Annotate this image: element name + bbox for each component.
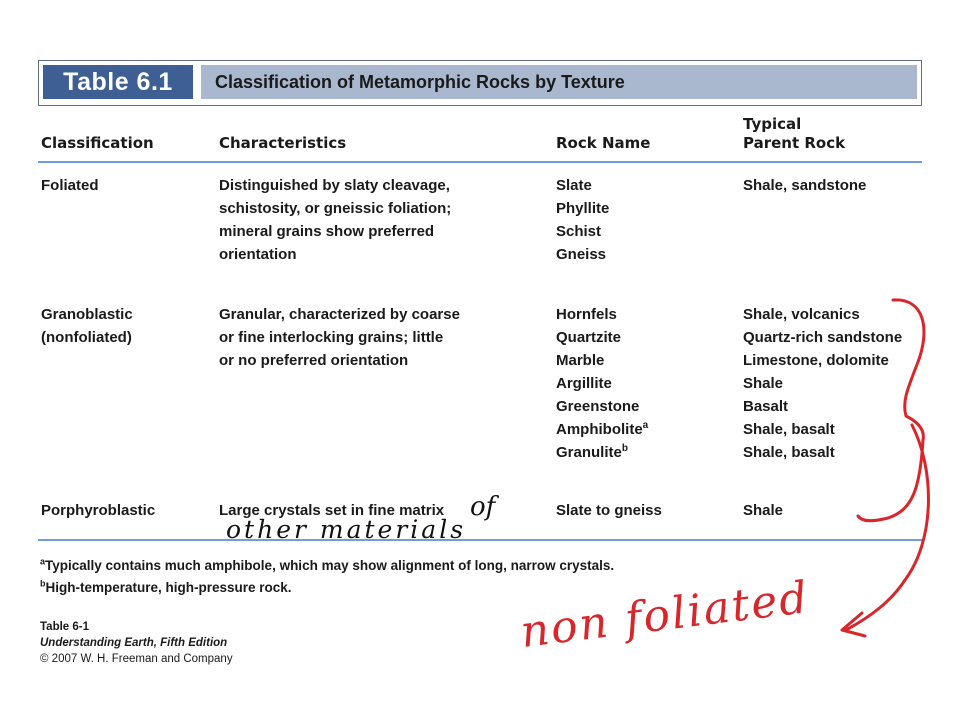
note-of: of <box>470 492 496 522</box>
rock-name-cell-text: Phyllite <box>556 200 610 217</box>
footnote-b <box>40 579 292 597</box>
parent-rock-cell-text: Quartz-rich sandstone <box>743 329 903 346</box>
credit-book: Understanding Earth, Fifth Edition <box>40 637 228 649</box>
parent-rock-cell <box>743 418 835 441</box>
footnote-a <box>40 557 614 575</box>
rock-name-cell-text: Greenstone <box>556 398 640 415</box>
parent-rock-cell-text: Limestone, dolomite <box>743 352 889 369</box>
rock-name-cell <box>556 220 601 243</box>
characteristics-line-text: Granular, characterized by coarse <box>219 306 460 323</box>
characteristics-line-text: schistosity, or gneissic foliation; <box>219 200 452 217</box>
classification-cell <box>41 303 133 326</box>
characteristics-line-text: or no preferred orientation <box>219 352 409 369</box>
characteristics-line-text: Large crystals set in fine matrix <box>219 502 445 519</box>
rock-name-cell <box>556 243 606 266</box>
characteristics-line-text: or fine interlocking grains; little <box>219 329 444 346</box>
header-classification: Classification <box>41 134 154 152</box>
characteristics-line-text: orientation <box>219 246 297 263</box>
parent-rock-cell <box>743 372 783 395</box>
footnote-a-mark: a <box>40 556 46 567</box>
classification-cell-text: Foliated <box>41 177 99 194</box>
rock-name-cell-text: Marble <box>556 352 605 369</box>
credit-copyright: © 2007 W. H. Freeman and Company <box>40 653 233 665</box>
note-other-materials: other materials <box>226 515 467 544</box>
rock-name-cell-text: Slate <box>556 177 592 194</box>
parent-rock-cell <box>743 441 835 464</box>
parent-rock-cell <box>743 349 889 372</box>
header-parent-line2: Parent Rock <box>743 134 846 152</box>
table-title: Classification of Metamorphic Rocks by Texture <box>201 65 917 99</box>
rock-name-cell <box>556 395 639 418</box>
rock-name-cell-text: Quartzite <box>556 329 622 346</box>
rock-name-cell-text: Argillite <box>556 375 612 392</box>
footnote-marker: b <box>621 443 628 454</box>
table-title-band <box>38 60 922 106</box>
characteristics-line <box>219 326 443 349</box>
footer-rule <box>38 539 922 541</box>
parent-rock-cell-text: Basalt <box>743 398 789 415</box>
parent-rock-cell <box>743 499 783 522</box>
rock-name-cell-text: Granulite <box>556 444 622 461</box>
rock-name-cell-text: Hornfels <box>556 306 617 323</box>
rock-name-cell <box>556 441 628 464</box>
rock-name-cell-text: Schist <box>556 223 602 240</box>
characteristics-line <box>219 243 297 266</box>
rock-name-cell <box>556 418 648 441</box>
rock-name-cell <box>556 197 609 220</box>
header-rule <box>38 161 922 163</box>
arrowhead-mark <box>842 613 865 636</box>
rock-name-cell <box>556 349 604 372</box>
rock-name-cell <box>556 174 592 197</box>
table-number: Table 6.1 <box>43 65 193 99</box>
characteristics-line <box>219 349 408 372</box>
footnote-marker: a <box>642 420 649 431</box>
header-rock-name: Rock Name <box>556 134 651 152</box>
parent-rock-cell <box>743 174 866 197</box>
note-nonfoliated: non foliated <box>517 572 813 658</box>
rock-name-cell <box>556 303 617 326</box>
parent-rock-cell-text: Shale, basalt <box>743 421 835 438</box>
header-characteristics: Characteristics <box>219 134 347 152</box>
header-parent-line1: Typical <box>743 115 802 133</box>
classification-cell-text: (nonfoliated) <box>41 329 132 346</box>
footnote-a-text: Typically contains much amphibole, which may show alignment of long, narrow crystals. <box>45 558 615 573</box>
characteristics-line <box>219 174 450 197</box>
parent-rock-cell-text: Shale, basalt <box>743 444 835 461</box>
footnote-b-mark: b <box>40 578 46 589</box>
classification-cell <box>41 499 155 522</box>
classification-cell-text: Granoblastic <box>41 306 133 323</box>
characteristics-line <box>219 197 451 220</box>
parent-rock-cell-text: Shale, volcanics <box>743 306 860 323</box>
rock-name-cell <box>556 372 612 395</box>
rock-name-cell-text: Amphibolite <box>556 421 643 438</box>
rock-name-cell-text: Slate to gneiss <box>556 502 662 519</box>
classification-cell <box>41 174 99 197</box>
rock-name-cell-text: Gneiss <box>556 246 607 263</box>
classification-cell <box>41 326 132 349</box>
footnote-b-text: High-temperature, high-pressure rock. <box>45 580 292 595</box>
characteristics-line <box>219 220 434 243</box>
parent-rock-cell <box>743 326 902 349</box>
characteristics-line-text: mineral grains show preferred <box>219 223 435 240</box>
parent-rock-cell-text: Shale, sandstone <box>743 177 867 194</box>
rock-name-cell <box>556 326 621 349</box>
parent-rock-cell-text: Shale <box>743 502 784 519</box>
parent-rock-cell <box>743 303 860 326</box>
characteristics-line-text: Distinguished by slaty cleavage, <box>219 177 450 194</box>
credit-table-id: Table 6-1 <box>40 621 89 633</box>
classification-cell-text: Porphyroblastic <box>41 502 156 519</box>
parent-rock-cell <box>743 395 788 418</box>
characteristics-line <box>219 303 460 326</box>
curved-arrow-mark <box>846 425 928 630</box>
rock-name-cell <box>556 499 662 522</box>
parent-rock-cell-text: Shale <box>743 375 784 392</box>
